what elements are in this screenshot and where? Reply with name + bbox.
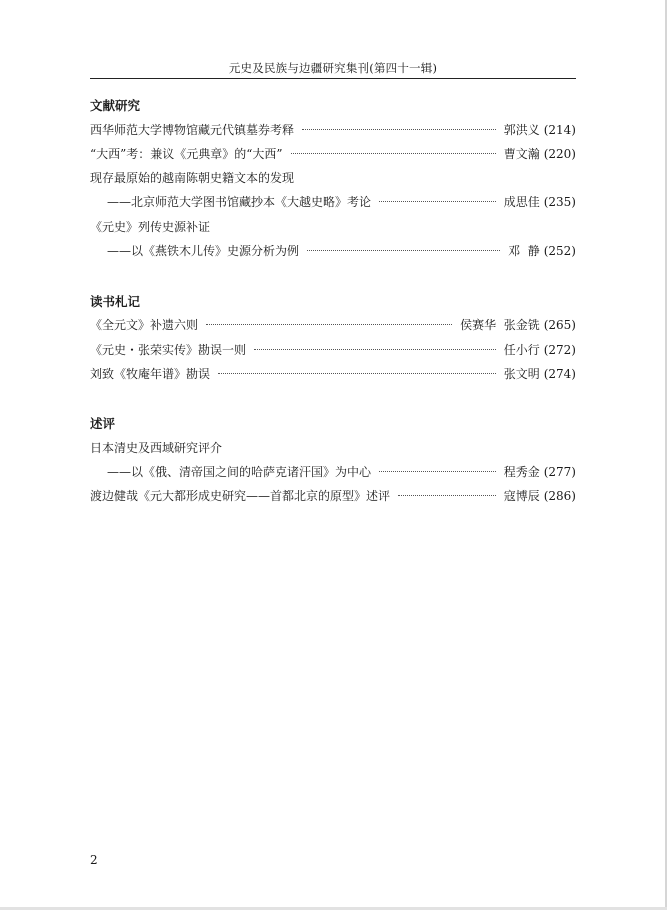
section-title-wenxian: 文献研究: [90, 98, 141, 113]
entry-author: 程秀金: [503, 465, 540, 479]
toc-subentry[interactable]: [107, 242, 576, 258]
entry-author: 郭洪义: [503, 123, 540, 137]
dot-leader: [218, 373, 496, 374]
entry-author: 成思佳: [503, 195, 540, 209]
toc-entry[interactable]: [90, 341, 576, 357]
dot-leader: [379, 201, 496, 202]
entry-author: 侯赛华 张金铣: [460, 318, 540, 332]
entry-page: (274): [543, 367, 576, 381]
dot-leader: [379, 471, 496, 472]
section-title-shuping: 述评: [90, 416, 116, 431]
entry-page: (235): [543, 195, 576, 209]
entry-subtitle: ——北京师范大学图书馆藏抄本《大越史略》考论: [107, 195, 372, 209]
entry-page: (265): [543, 318, 576, 332]
entry-subtitle: ——以《俄、清帝国之间的哈萨克诸汗国》为中心: [107, 465, 372, 479]
entry-title: 渡边健哉《元大都形成史研究——首都北京的原型》述评: [90, 489, 391, 503]
header-rule: [90, 78, 576, 79]
entry-author: 任小行: [503, 343, 540, 357]
entry-title: “大西”考：兼议《元典章》的“大西”: [90, 147, 283, 161]
entry-subtitle: ——以《燕铁木儿传》史源分析为例: [107, 244, 300, 258]
toc-subentry[interactable]: [107, 193, 576, 209]
entry-page: (277): [543, 465, 576, 479]
toc-entry[interactable]: [90, 316, 576, 332]
entry-page: (220): [543, 147, 576, 161]
entry-title: 刘致《牧庵年谱》勘误: [90, 367, 211, 381]
entry-title: 《全元文》补遗六则: [90, 318, 199, 332]
entry-author: 曹文瀚: [503, 147, 540, 161]
toc-entry[interactable]: [90, 121, 576, 137]
entry-page: (286): [543, 489, 576, 503]
toc-entry-title-line[interactable]: 《元史》列传史源补证: [90, 220, 211, 234]
entry-title: 《元史・张荣实传》勘误一则: [90, 343, 247, 357]
dot-leader: [206, 324, 452, 325]
toc-subentry[interactable]: [107, 463, 576, 479]
entry-page: (214): [543, 123, 576, 137]
dot-leader: [291, 153, 496, 154]
dot-leader: [302, 129, 496, 130]
dot-leader: [307, 250, 500, 251]
toc-entry[interactable]: [90, 145, 576, 161]
entry-title: 西华师范大学博物馆藏元代镇墓券考释: [90, 123, 295, 137]
toc-entry[interactable]: [90, 365, 576, 381]
entry-author: 张文明: [503, 367, 540, 381]
toc-entry-title-line[interactable]: 现存最原始的越南陈朝史籍文本的发现: [90, 171, 295, 185]
toc-entry[interactable]: [90, 487, 576, 503]
entry-author: 邓 静: [508, 244, 540, 258]
dot-leader: [398, 495, 496, 496]
page-number: 2: [90, 853, 98, 867]
entry-page: (272): [543, 343, 576, 357]
toc-entry-title-line[interactable]: 日本清史及西域研究评介: [90, 441, 223, 455]
dot-leader: [254, 349, 496, 350]
running-header: 元史及民族与边疆研究集刊(第四十一辑): [228, 61, 438, 75]
entry-page: (252): [543, 244, 576, 258]
section-title-dushu: 读书札记: [90, 294, 141, 309]
entry-author: 寇博辰: [503, 489, 540, 503]
